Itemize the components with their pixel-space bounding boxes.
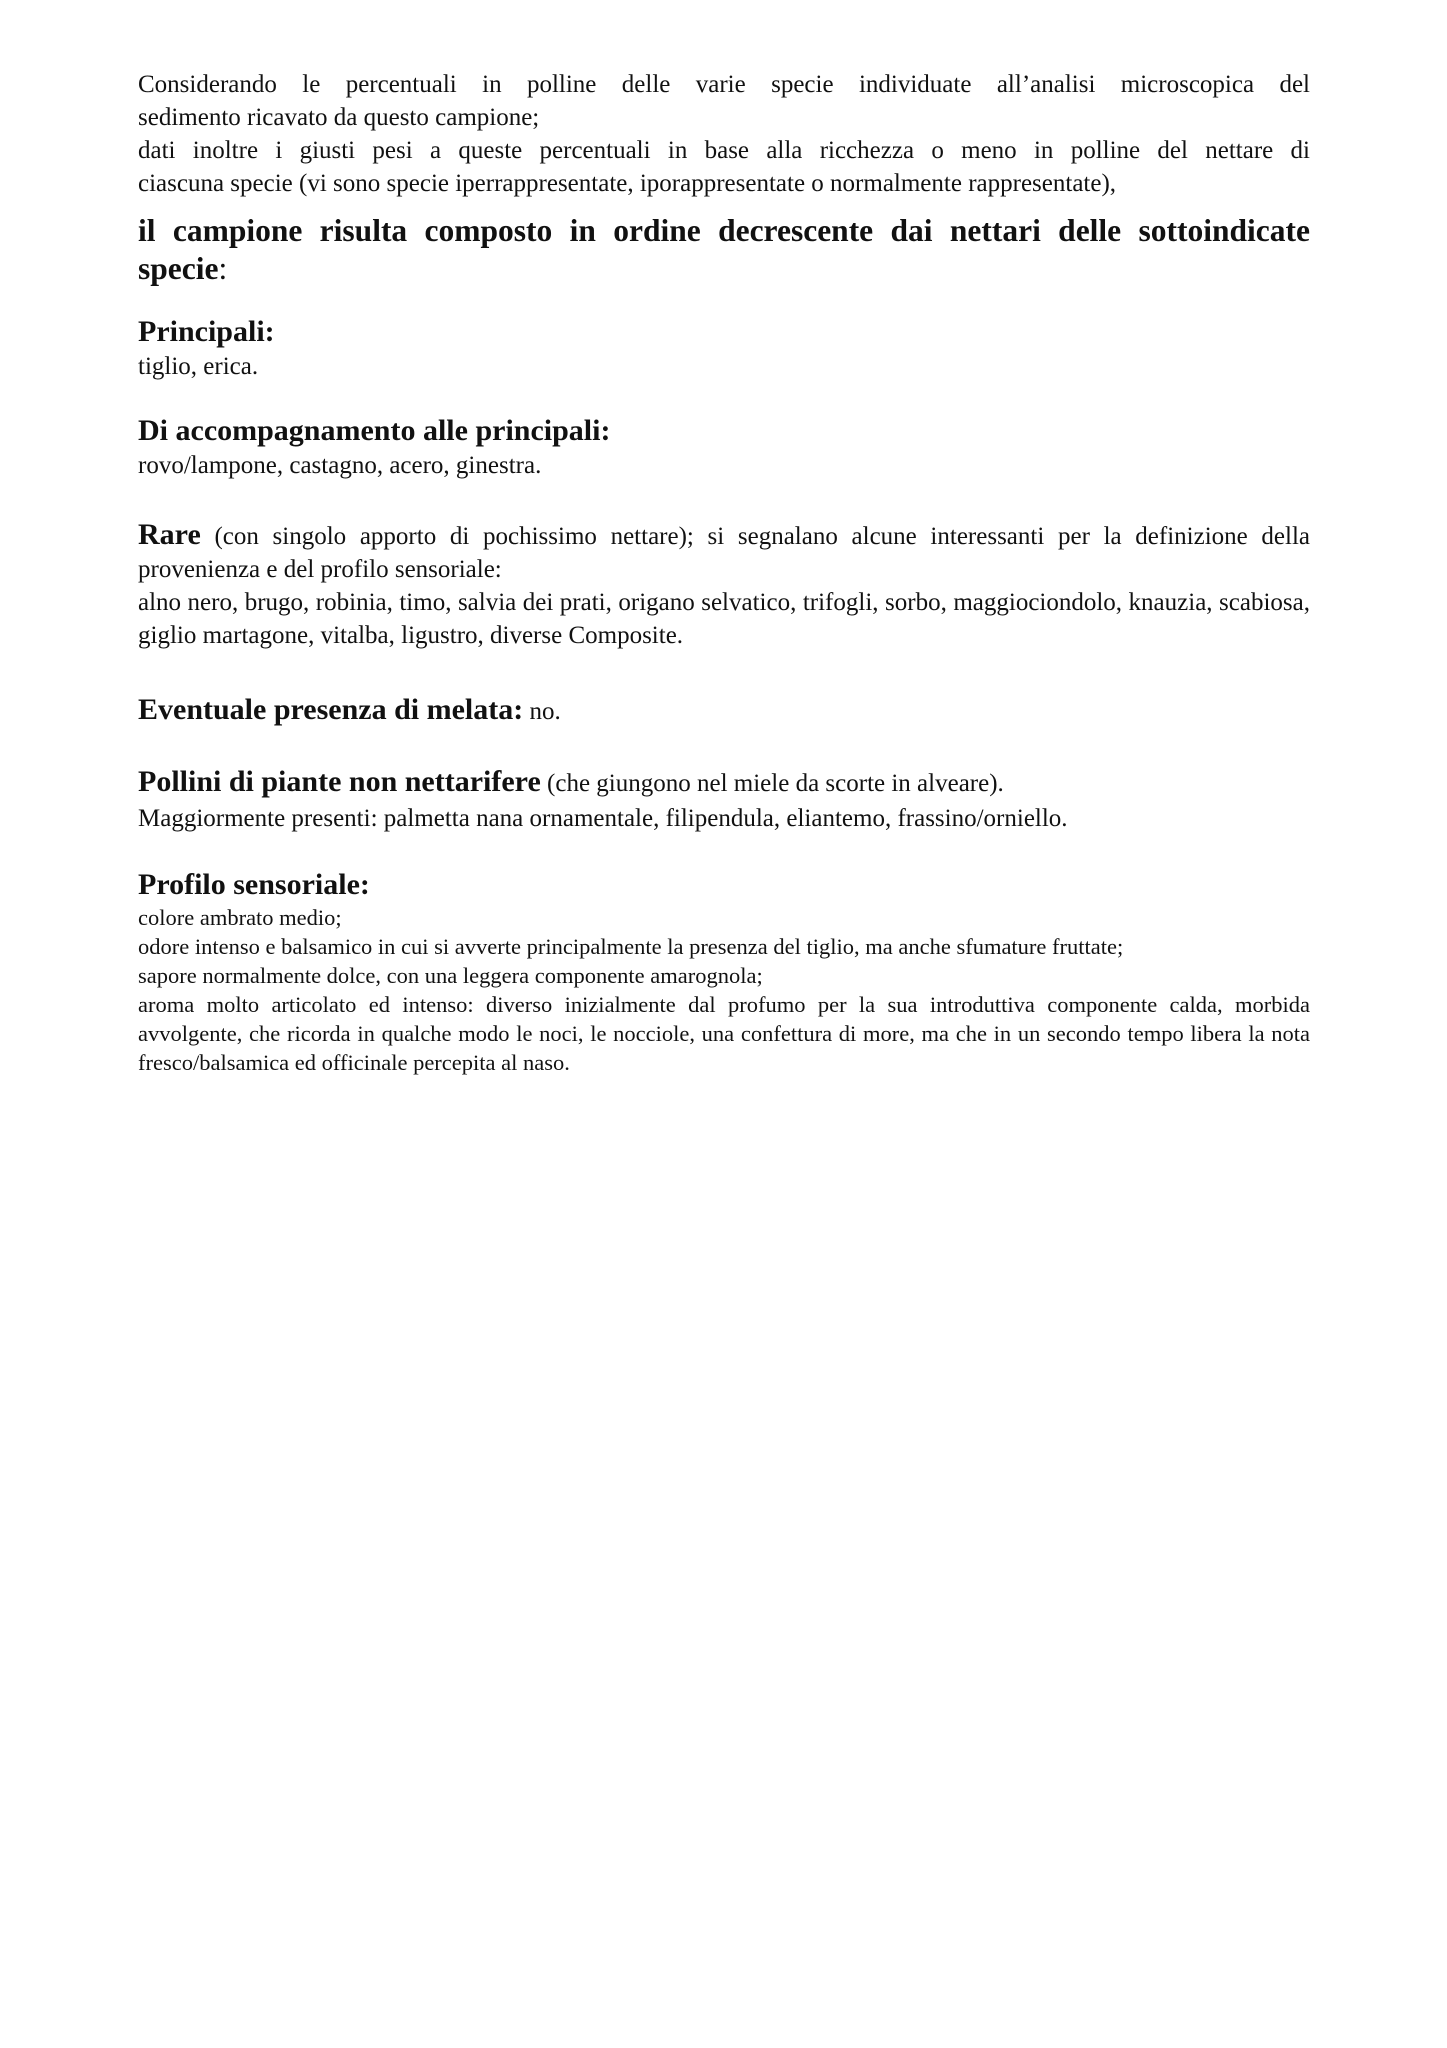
rare-intro — [138, 518, 1310, 586]
section-rare — [138, 518, 1310, 652]
composition-headline-text: il campione risulta composto in ordine decrescente dai nettari delle sottoindicate specie — [138, 213, 1310, 286]
melata-value: no. — [523, 698, 561, 725]
pollini-line — [138, 764, 1310, 802]
profilo-sapore: sapore normalmente dolce, con una leggera componente amarognola; — [138, 963, 763, 988]
profilo-odore: odore intenso e balsamico in cui si avverte principalmente la presenza del tiglio, ma anche sfumature fruttate; — [138, 934, 1124, 959]
composition-headline-colon: : — [218, 251, 228, 286]
melata-title: Eventuale presenza di melata: — [138, 693, 524, 726]
section-principali — [138, 314, 1310, 383]
profilo-aroma: aroma molto articolato ed intenso: diverso inizialmente dal profumo per la sua introduttiva componente calda, morbida avvolgente, che ricorda in qualche modo le noci, le nocciole, una confettura di more, ma che in un secondo tempo libera la nota fresco/balsamica ed officinale percepita al naso. — [138, 992, 1310, 1075]
section-pollini — [138, 764, 1310, 835]
pollini-note: (che giungono nel miele da scorte in alveare). — [540, 770, 1004, 797]
rare-title: Rare — [138, 518, 201, 551]
accompagnamento-text: rovo/lampone, castagno, acero, ginestra. — [138, 452, 542, 479]
document-page — [138, 68, 1310, 1077]
principali-title: Principali: — [138, 315, 275, 348]
pollini-title: Pollini di piante non nettarifere — [138, 765, 541, 798]
pollini-text: Maggiormente presenti: palmetta nana ornamentale, filipendula, eliantemo, frassino/orniello. — [138, 805, 1068, 832]
intro-line-3: dati inoltre i giusti pesi a queste percentuali in base alla ricchezza o meno in polline del nettare di — [138, 137, 1310, 164]
profilo-title: Profilo sensoriale: — [138, 868, 370, 901]
intro-line-1: Considerando le percentuali in polline delle varie specie individuate all’analisi microscopica del — [138, 71, 1310, 98]
section-melata — [138, 692, 1310, 730]
section-profilo — [138, 867, 1310, 1077]
principali-text: tiglio, erica. — [138, 353, 259, 380]
melata-line — [138, 692, 1310, 730]
intro-line-4: ciascuna specie (vi sono specie iperrappresentate, iporappresentate o normalmente rappresentate), — [138, 170, 1117, 197]
profilo-colore: colore ambrato medio; — [138, 905, 342, 930]
composition-headline — [138, 212, 1310, 288]
accompagnamento-title: Di accompagnamento alle principali: — [138, 414, 611, 447]
intro-paragraph — [138, 68, 1310, 200]
rare-intro-text: (con singolo apporto di pochissimo nettare); si segnalano alcune interessanti per la definizione della provenienza e del profilo sensoriale: — [138, 523, 1310, 583]
section-accompagnamento — [138, 413, 1310, 482]
rare-list: alno nero, brugo, robinia, timo, salvia dei prati, origano selvatico, trifogli, sorbo, maggiociondolo, knauzia, scabiosa, giglio martagone, vitalba, ligustro, diverse Composite. — [138, 589, 1310, 649]
intro-line-2: sedimento ricavato da questo campione; — [138, 104, 540, 131]
